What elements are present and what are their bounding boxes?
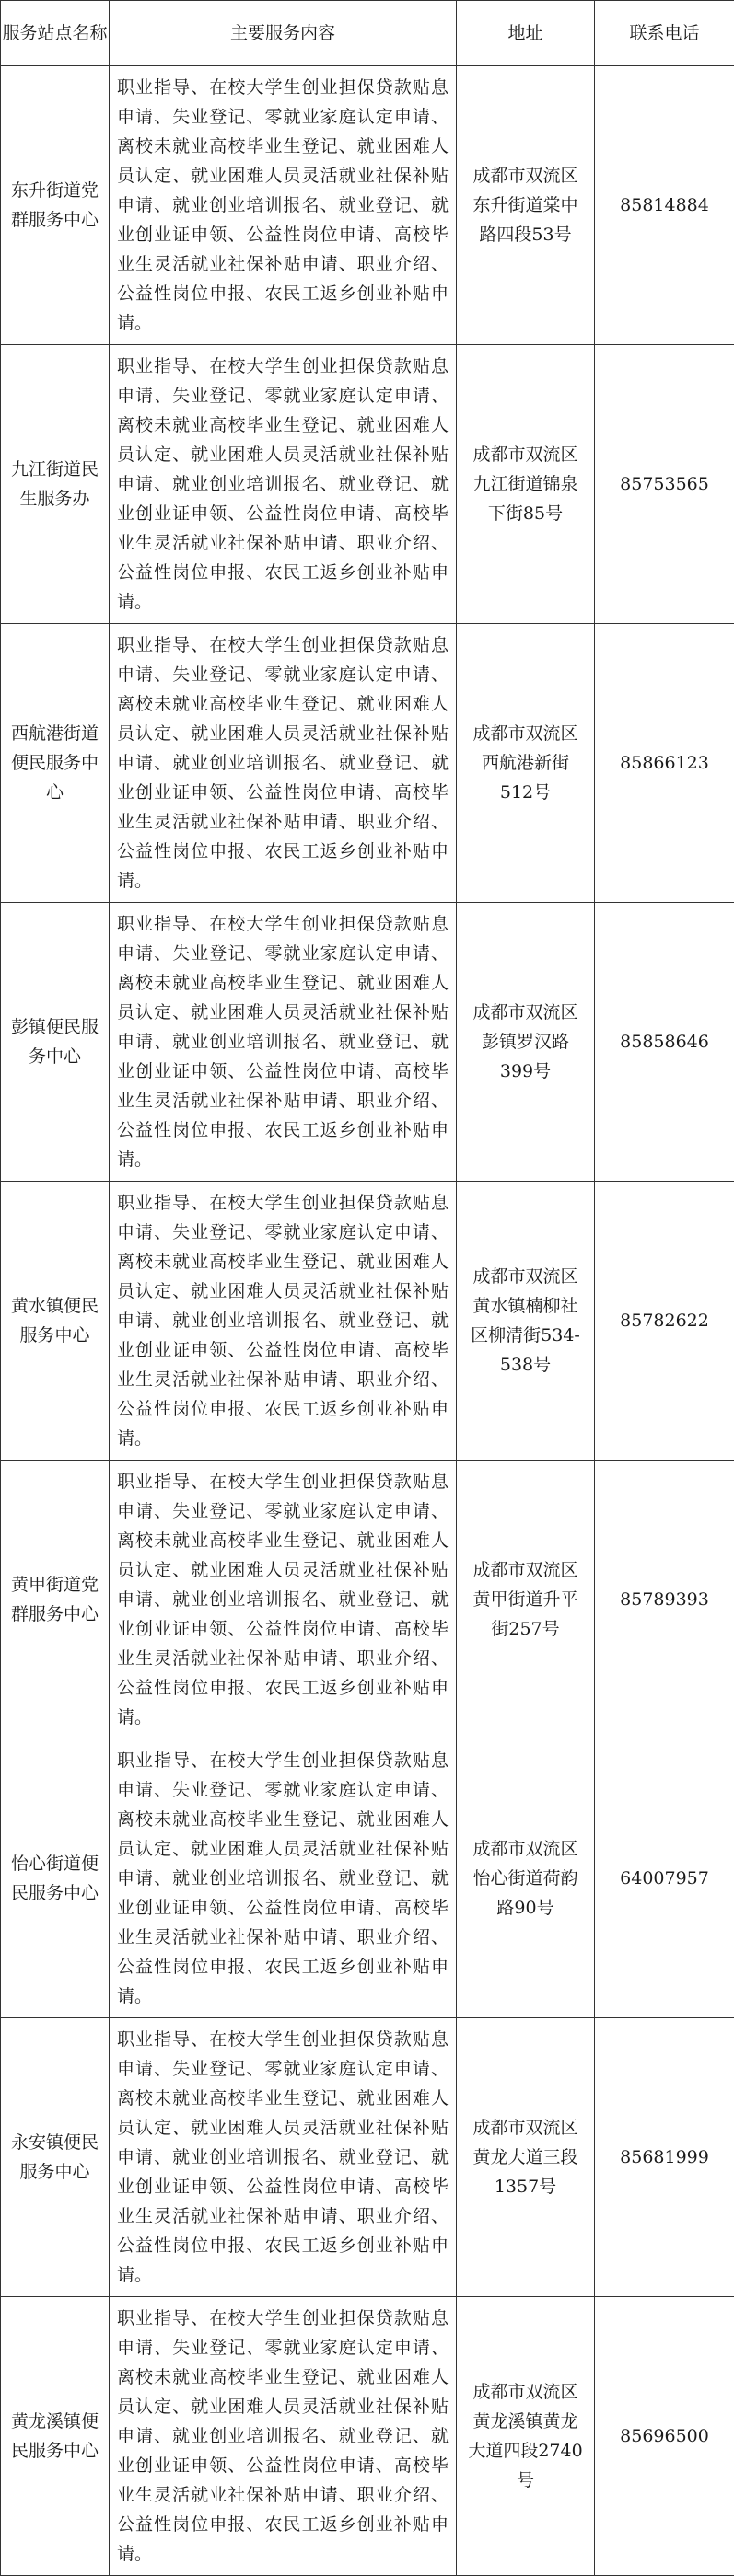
station-name: 黄水镇便民服务中心	[1, 1182, 110, 1461]
station-phone: 85814884	[595, 66, 734, 345]
station-address: 成都市双流区黄龙溪镇黄龙大道四段2740号	[457, 2297, 595, 2576]
station-phone: 64007957	[595, 1739, 734, 2018]
table-row	[1, 2018, 734, 2297]
station-address: 成都市双流区东升街道棠中路四段53号	[457, 66, 595, 345]
station-name: 永安镇便民服务中心	[1, 2018, 110, 2297]
service-content: 职业指导、在校大学生创业担保贷款贴息申请、失业登记、零就业家庭认定申请、离校未就业高校毕业生登记、就业困难人员认定、就业困难人员灵活就业社保补贴申请、就业创业培训报名、就业登记、就业创业证申领、公益性岗位申请、高校毕业生灵活就业社保补贴申请、职业介绍、公益性岗位申报、农民工返乡创业补贴申请。	[110, 624, 457, 903]
table-row	[1, 66, 734, 345]
table-row	[1, 1461, 734, 1739]
table-row	[1, 624, 734, 903]
station-phone: 85753565	[595, 345, 734, 624]
table-row	[1, 1182, 734, 1461]
service-content: 职业指导、在校大学生创业担保贷款贴息申请、失业登记、零就业家庭认定申请、离校未就业高校毕业生登记、就业困难人员认定、就业困难人员灵活就业社保补贴申请、就业创业培训报名、就业登记、就业创业证申领、公益性岗位申请、高校毕业生灵活就业社保补贴申请、职业介绍、公益性岗位申报、农民工返乡创业补贴申请。	[110, 1739, 457, 2018]
station-address: 成都市双流区黄水镇楠柳社区柳清街534-538号	[457, 1182, 595, 1461]
header-phone: 联系电话	[595, 1, 734, 66]
table-header-row	[1, 1, 734, 66]
station-name: 怡心街道便民服务中心	[1, 1739, 110, 2018]
service-content: 职业指导、在校大学生创业担保贷款贴息申请、失业登记、零就业家庭认定申请、离校未就业高校毕业生登记、就业困难人员认定、就业困难人员灵活就业社保补贴申请、就业创业培训报名、就业登记、就业创业证申领、公益性岗位申请、高校毕业生灵活就业社保补贴申请、职业介绍、公益性岗位申报、农民工返乡创业补贴申请。	[110, 2018, 457, 2297]
service-content: 职业指导、在校大学生创业担保贷款贴息申请、失业登记、零就业家庭认定申请、离校未就业高校毕业生登记、就业困难人员认定、就业困难人员灵活就业社保补贴申请、就业创业培训报名、就业登记、就业创业证申领、公益性岗位申请、高校毕业生灵活就业社保补贴申请、职业介绍、公益性岗位申报、农民工返乡创业补贴申请。	[110, 1461, 457, 1739]
station-name: 彭镇便民服务中心	[1, 903, 110, 1182]
station-name: 东升街道党群服务中心	[1, 66, 110, 345]
station-phone: 85681999	[595, 2018, 734, 2297]
service-content: 职业指导、在校大学生创业担保贷款贴息申请、失业登记、零就业家庭认定申请、离校未就业高校毕业生登记、就业困难人员认定、就业困难人员灵活就业社保补贴申请、就业创业培训报名、就业登记、就业创业证申领、公益性岗位申请、高校毕业生灵活就业社保补贴申请、职业介绍、公益性岗位申报、农民工返乡创业补贴申请。	[110, 345, 457, 624]
station-address: 成都市双流区九江街道锦泉下街85号	[457, 345, 595, 624]
service-content: 职业指导、在校大学生创业担保贷款贴息申请、失业登记、零就业家庭认定申请、离校未就业高校毕业生登记、就业困难人员认定、就业困难人员灵活就业社保补贴申请、就业创业培训报名、就业登记、就业创业证申领、公益性岗位申请、高校毕业生灵活就业社保补贴申请、职业介绍、公益性岗位申报、农民工返乡创业补贴申请。	[110, 1182, 457, 1461]
table-row	[1, 1739, 734, 2018]
station-address: 成都市双流区黄甲街道升平街257号	[457, 1461, 595, 1739]
header-address: 地址	[457, 1, 595, 66]
station-address: 成都市双流区西航港新街512号	[457, 624, 595, 903]
table-row	[1, 903, 734, 1182]
table-row	[1, 2297, 734, 2576]
service-content: 职业指导、在校大学生创业担保贷款贴息申请、失业登记、零就业家庭认定申请、离校未就业高校毕业生登记、就业困难人员认定、就业困难人员灵活就业社保补贴申请、就业创业培训报名、就业登记、就业创业证申领、公益性岗位申请、高校毕业生灵活就业社保补贴申请、职业介绍、公益性岗位申报、农民工返乡创业补贴申请。	[110, 66, 457, 345]
station-name: 西航港街道便民服务中心	[1, 624, 110, 903]
header-content: 主要服务内容	[110, 1, 457, 66]
service-content: 职业指导、在校大学生创业担保贷款贴息申请、失业登记、零就业家庭认定申请、离校未就业高校毕业生登记、就业困难人员认定、就业困难人员灵活就业社保补贴申请、就业创业培训报名、就业登记、就业创业证申领、公益性岗位申请、高校毕业生灵活就业社保补贴申请、职业介绍、公益性岗位申报、农民工返乡创业补贴申请。	[110, 903, 457, 1182]
header-station: 服务站点名称	[1, 1, 110, 66]
station-phone: 85866123	[595, 624, 734, 903]
station-address: 成都市双流区怡心街道荷韵路90号	[457, 1739, 595, 2018]
station-address: 成都市双流区彭镇罗汉路399号	[457, 903, 595, 1182]
station-phone: 85696500	[595, 2297, 734, 2576]
station-address: 成都市双流区黄龙大道三段1357号	[457, 2018, 595, 2297]
station-name: 九江街道民生服务办	[1, 345, 110, 624]
station-name: 黄甲街道党群服务中心	[1, 1461, 110, 1739]
station-name: 黄龙溪镇便民服务中心	[1, 2297, 110, 2576]
station-phone: 85858646	[595, 903, 734, 1182]
table-row	[1, 345, 734, 624]
station-phone: 85789393	[595, 1461, 734, 1739]
service-content: 职业指导、在校大学生创业担保贷款贴息申请、失业登记、零就业家庭认定申请、离校未就业高校毕业生登记、就业困难人员认定、就业困难人员灵活就业社保补贴申请、就业创业培训报名、就业登记、就业创业证申领、公益性岗位申请、高校毕业生灵活就业社保补贴申请、职业介绍、公益性岗位申报、农民工返乡创业补贴申请。	[110, 2297, 457, 2576]
station-phone: 85782622	[595, 1182, 734, 1461]
